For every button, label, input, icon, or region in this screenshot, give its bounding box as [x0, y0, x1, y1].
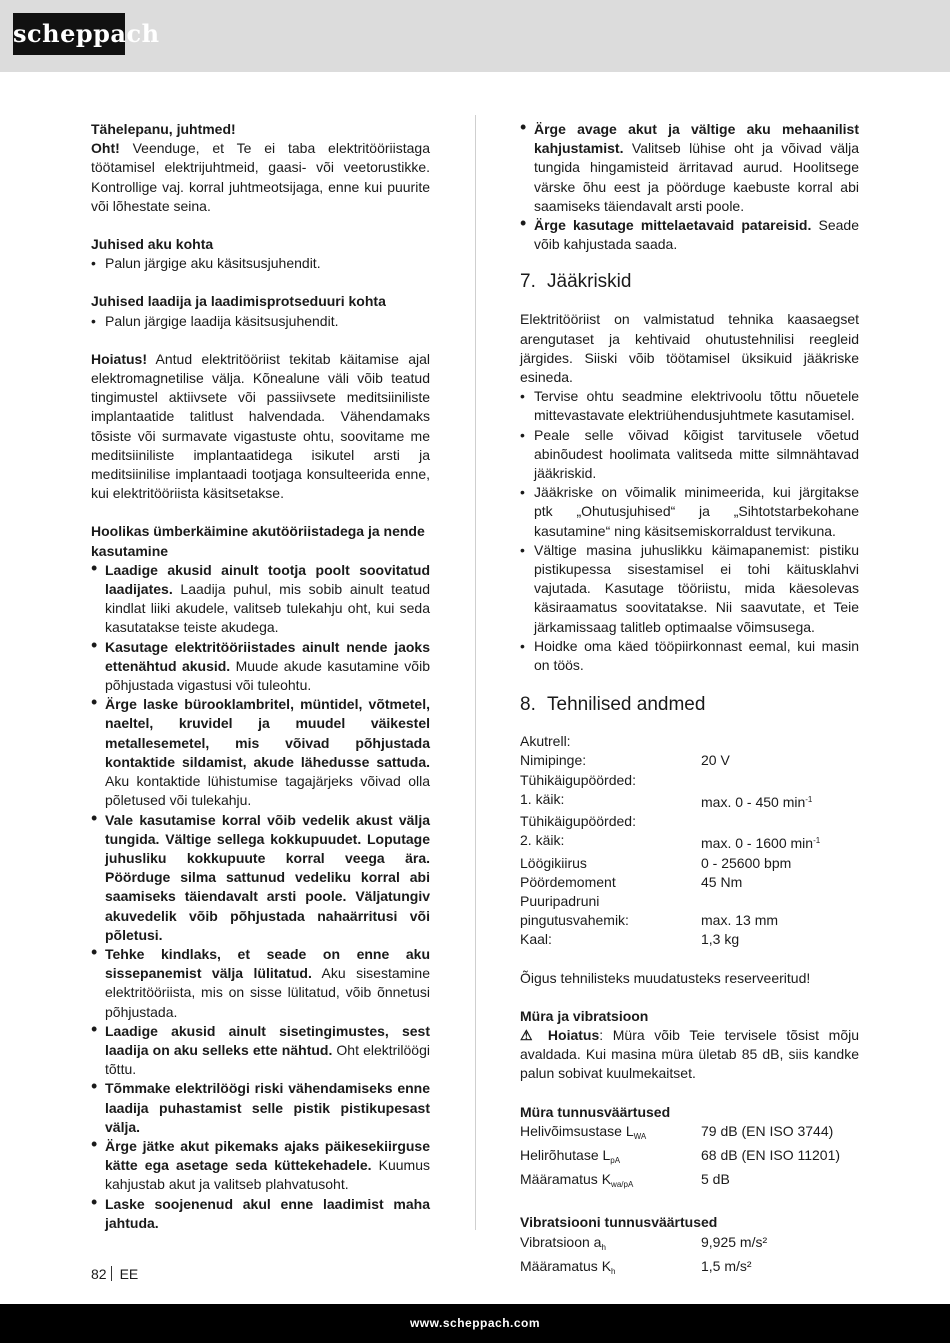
list-item: • Vältige masina juhuslikku käimapanemist: pistiku pistikupessa sisestamisel ei tohi käitusklahvi vajutada. Kasutage tööriistu, mida käesolevas käsiraamatus soovitatakse. Nii saavutate, et Teie järkamissaag talitleb optimaalse võimsusega.	[520, 541, 859, 637]
warning-triangle-icon: ⚠	[520, 1026, 539, 1043]
spec-row: Löögikiirus 0 - 25600 bpm	[520, 854, 792, 871]
section-8-heading: 8. Tehnilised andmed	[520, 694, 706, 716]
handling-list	[91, 561, 430, 1233]
residual-risks-intro: Elektritööriist on valmistatud tehnika kaasaegset arengutaset ja kehtivaid ohutustehnilisi reegleid järgides. Siiski võib töötamisel üksikuid jääkriske esineda.	[520, 311, 859, 386]
spec-row: Pöördemoment 45 Nm	[520, 873, 743, 890]
emf-warning: Hoiatus! Antud elektritööriist tekitab käitamise ajal elektromagnetilise välja. Kõnealune väli võib teatud tingimustel aktiivsete või passiivsete meditsiiniliste implantaatide talitlust halvendada. Vähendamaks tõsiste või surmavate vigastuste ohtu, soovitame me meditsiiniliste implantaatidega isikutel arsti ja meditsiinilise implantaadi tootjaga konsulteerida enne, kui elektritööriista käsitsetakse.	[91, 350, 430, 502]
spec-label: Tühikäigupöörded:	[520, 771, 636, 788]
list-item: • Hoidke oma käed tööpiirkonnast eemal, kui masin on töös.	[520, 637, 859, 675]
noise-warning: ⚠ Hoiatus: Müra võib Teie tervisele tõsist mõju avaldada. Kui masina müra ületab 85 dB, siis kandke palun sobivat kuulmekaitset.	[520, 1026, 859, 1082]
charger-list	[91, 312, 430, 331]
spec-row: 2. käik: max. 0 - 1600 $\min^{-1}$	[520, 832, 821, 852]
section-7-heading: 7. Jääkriskid	[520, 271, 632, 293]
list-item: • Vale kasutamise korral võib vedelik akust välja tungida. Vältige sellega kokkupuudet. Loputage juhusliku kokkupuute korral veega ära. Pöörduge silma sattunud vedeliku korral abi saamiseks täiendavalt arsti poole. Väljatungiv akuvedelik võib põhjustada nahaärritusi või põletusi.	[91, 811, 430, 945]
spec-row: Kaal: 1,3 kg	[520, 931, 740, 948]
list-item: • Palun järgige laadija käsitsusjuhendit.	[91, 312, 430, 331]
tech-specs	[520, 732, 859, 949]
reserve-notice: Õigus tehnilisteks muudatusteks reserveeritud!	[520, 969, 811, 986]
battery-safety-list	[520, 120, 859, 254]
left-column	[91, 120, 430, 1233]
list-item: • Peale selle võivad kõigist tarvitusele võetud abinõudest hoolimata valitseda mitte silmnähtavad jääkriskid.	[520, 426, 859, 484]
list-item: • Tõmmake elektrilöögi riski vähendamiseks enne laadija puhastamist selle pistik pistikupesast välja.	[91, 1079, 430, 1137]
column-divider	[475, 115, 476, 1230]
spec-row: Helivõimsustase $L_{WA}$ 79 dB (EN ISO 3744)	[520, 1122, 834, 1141]
scheppach-logo: scheppach	[13, 13, 125, 55]
spec-row: pingutusvahemik: max. 13 mm	[520, 912, 779, 929]
battery-title: Juhised aku kohta	[91, 236, 214, 253]
noise-values-title: Müra tunnusväärtused	[520, 1103, 671, 1120]
device-name: Akutrell:	[520, 733, 571, 750]
list-item: • Ärge jätke akut pikemaks ajaks päikesekiirguse kätte ega asetage seda küttekehadele. Kuumus kahjustab akut ja valitseb plahvatusoht.	[91, 1137, 430, 1195]
list-item: • Kasutage elektritööriistades ainult nende jaoks ettenähtud akusid. Muude akude kasutamine võib põhjustada vigastusi või tuleohtu.	[91, 638, 430, 696]
spec-row: Helirõhutase $L_{pA}$ 68 dB (EN ISO 11201)	[520, 1146, 841, 1165]
spec-row: 1. käik: max. 0 - 450 $\min^{-1}$	[520, 790, 813, 810]
spec-label: Puuripadruni	[520, 892, 600, 909]
list-item: • Ärge kasutage mittelaetavaid patareisid. Seade võib kahjustada saada.	[520, 216, 859, 254]
website-url[interactable]: www.scheppach.com	[409, 1316, 541, 1330]
list-item: • Tervise ohtu seadmine elektrivoolu tõttu nõuetele mittevastavate elektriühendusjuhtmete kasutamisel.	[520, 387, 859, 425]
spec-label: Tühikäigupöörded:	[520, 813, 636, 830]
handling-title: Hoolikas ümberkäimine akutööriistadega ja nende kasutamine	[91, 523, 425, 559]
list-item: • Laadige akusid ainult tootja poolt soovitatud laadijates. Laadija puhul, mis sobib ainult teatud kindlat liiki akudele, valitseb tulekahju oht, kui seda kasutatakse teiste akudega.	[91, 561, 430, 638]
vibration-title: Vibratsiooni tunnusväärtused	[520, 1214, 718, 1231]
language-code: EE	[119, 1266, 139, 1282]
list-item: • Palun järgige aku käsitsusjuhendit.	[91, 254, 430, 273]
list-item: • Ärge avage akut ja vältige aku mehaanilist kahjustamist. Valitseb lühise oht ja võivad välja tungida hingamisteid ärritavad aurud. Hoolitsege värske õhu eest ja pöörduge kaebuste korral abi saamiseks täiendavalt arsti poole.	[520, 120, 859, 216]
noise-title: Müra ja vibratsioon	[520, 1007, 649, 1024]
list-item: • Laadige akusid ainult sisetingimustes, sest laadija on aku selleks ette nähtud. Oht elektrilöögi tõttu.	[91, 1022, 430, 1080]
spec-row: Vibratsioon $a_h$ 9,925 m/s²	[520, 1233, 768, 1252]
page-header	[0, 0, 950, 72]
residual-risks-list	[520, 387, 859, 675]
cable-warning-text: Oht! Veenduge, et Te ei taba elektritööriistaga töötamisel elektrijuhtmeid, gaasi- või veetorustikke. Kontrollige vaj. korral juhtmeotsijaga, enne kui puurite või lõhestate seina.	[91, 140, 430, 214]
list-item: • Ärge laske bürooklambritel, müntidel, võtmetel, naeltel, kruvidel ja muudel väikestel metallesemetel, mis võivad põhjustada kontaktide sildamist, akude lähedusse sattuda. Aku kontaktide lühistumise tagajärjeks võivad olla põletused või tulekahju.	[91, 695, 430, 810]
page-footer	[0, 1304, 950, 1343]
list-item: • Tehke kindlaks, et seade on enne aku sissepanemist välja lülitatud. Aku sisestamine elektritööriista, mis on sisse lülitatud, võib õnnetusi põhjustada.	[91, 945, 430, 1022]
spec-row: Nimipinge: 20 V	[520, 752, 730, 769]
list-item: • Laske soojenenud akul enne laadimist maha jahtuda.	[91, 1195, 430, 1233]
charger-title: Juhised laadija ja laadimisprotseduuri kohta	[91, 293, 386, 310]
spec-row: Määramatus $K_{wa/pA}$ 5 dB	[520, 1171, 730, 1190]
cable-warning-title: Tähelepanu, juhtmed!	[91, 121, 236, 137]
right-column	[520, 120, 859, 1281]
list-item: • Jääkriske on võimalik minimeerida, kui järgitakse ptk „Ohutusjuhised“ ja „Sihtotstarbekohane kasutamine“ ning käsitsemiskorraldust tervikuna.	[520, 483, 859, 541]
battery-list	[91, 254, 430, 273]
page-number: 82 EE	[91, 1266, 139, 1282]
spec-row: Määramatus $K_h$ 1,5 m/s²	[520, 1257, 752, 1276]
